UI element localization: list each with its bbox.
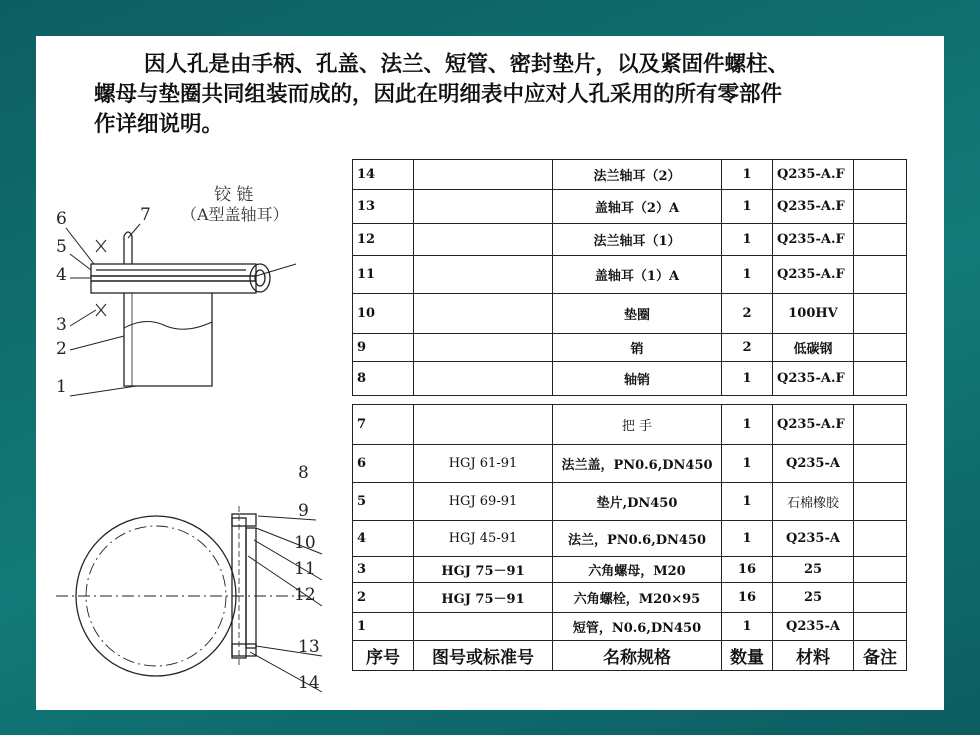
parts-list-lower [352, 404, 907, 671]
hinge-sublabel: （A型盖轴耳） [181, 205, 289, 224]
callout-9: 9 [298, 501, 309, 521]
table-row: 8 轴销 1 Q235-A.F [353, 362, 907, 396]
gasket [91, 276, 256, 281]
hinge-pin [232, 514, 256, 526]
callout-3: 3 [56, 315, 67, 335]
nozzle-pipe [124, 293, 212, 386]
hinge-eye [250, 264, 270, 292]
table-row: 13 盖轴耳（2）A 1 Q235-A.F [353, 190, 907, 224]
table-row: 14 法兰轴耳（2） 1 Q235-A.F [353, 160, 907, 190]
table-row: 11 盖轴耳（1）A 1 Q235-A.F [353, 256, 907, 294]
flange [91, 281, 256, 293]
intro-line-3: 作详细说明。 [94, 112, 224, 137]
slide-canvas [36, 36, 944, 710]
table-row: 7 把 手 1 Q235-A.F [353, 405, 907, 445]
manhole-drawing [36, 156, 336, 696]
callout-8: 8 [298, 463, 309, 483]
callout-4: 4 [56, 265, 67, 285]
parts-list-upper [352, 159, 907, 396]
intro-line-2: 螺母与垫圈共同组装而成的，因此在明细表中应对人孔采用的所有零部件 [94, 82, 783, 107]
table-row: 5 HGJ 69-91 垫片,DN450 1 石棉橡胶 [353, 483, 907, 521]
table-row: 6 HGJ 61-91 法兰盖，PN0.6,DN450 1 Q235-A [353, 445, 907, 483]
callout-14: 14 [298, 673, 320, 693]
table-row: 2 HGJ 75－91 六角螺栓，M20×95 16 25 [353, 583, 907, 613]
callout-1: 1 [56, 377, 67, 397]
handle [124, 232, 132, 264]
callout-10: 10 [294, 533, 316, 553]
callout-5: 5 [56, 237, 67, 257]
callout-13: 13 [298, 637, 320, 657]
intro-paragraph [94, 50, 934, 140]
table-row: 1 短管，N0.6,DN450 1 Q235-A [353, 613, 907, 641]
callout-6: 6 [56, 209, 67, 229]
table-row: 9 销 2 低碳钢 [353, 334, 907, 362]
callout-2: 2 [56, 339, 67, 359]
callout-11: 11 [294, 559, 316, 579]
hinge-label: 铰 链 [214, 185, 254, 205]
intro-line-1: 因人孔是由手柄、孔盖、法兰、短管、密封垫片，以及紧固件螺柱、 [144, 52, 790, 77]
table-header-row: 序号 图号或标准号 名称规格 数量 材料 备注 [353, 641, 907, 671]
callout-12: 12 [294, 585, 316, 605]
table-row: 4 HGJ 45-91 法兰，PN0.6,DN450 1 Q235-A [353, 521, 907, 557]
table-row: 12 法兰轴耳（1） 1 Q235-A.F [353, 224, 907, 256]
table-row: 10 垫圈 2 100HV [353, 294, 907, 334]
table-row: 3 HGJ 75－91 六角螺母，M20 16 25 [353, 557, 907, 583]
callout-7: 7 [140, 205, 151, 225]
